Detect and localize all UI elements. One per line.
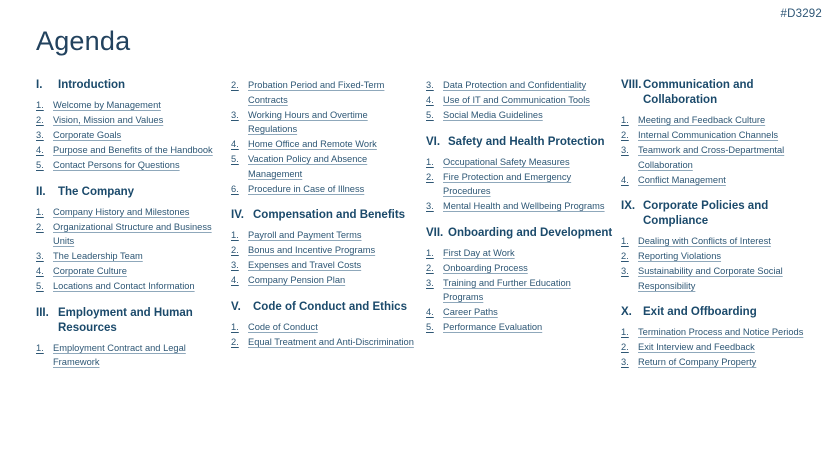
agenda-section-title: Employment and Human Resources <box>58 306 193 334</box>
agenda-section <box>426 135 613 214</box>
agenda-section-number: VII. <box>426 226 444 239</box>
agenda-item-label[interactable]: First Day at Work <box>443 247 515 258</box>
agenda-item-label[interactable]: Corporate Culture <box>53 266 127 276</box>
agenda-section <box>36 185 223 294</box>
agenda-item-number: 6. <box>231 183 239 194</box>
agenda-item-number: 5. <box>231 154 239 164</box>
agenda-item-list <box>231 228 418 288</box>
agenda-item-number: 4. <box>36 145 44 155</box>
agenda-section-heading[interactable] <box>426 226 613 241</box>
agenda-section-number: IX. <box>621 200 636 212</box>
agenda-item-list <box>426 78 613 123</box>
agenda-section-heading[interactable] <box>231 208 418 223</box>
agenda-item-label[interactable]: Onboarding Process <box>443 262 528 273</box>
agenda-item-label[interactable]: Internal Communication Channels <box>638 130 779 140</box>
agenda-item-label[interactable]: Welcome by Management <box>53 100 161 110</box>
agenda-item-label[interactable]: Procedure in Case of Illness <box>248 183 365 194</box>
agenda-item-list <box>36 205 223 294</box>
agenda-section-number: X. <box>621 306 632 318</box>
agenda-item-number: 1. <box>36 206 44 217</box>
agenda-item[interactable] <box>231 137 418 152</box>
agenda-item-label[interactable]: Corporate Goals <box>53 130 122 140</box>
agenda-item-number: 3. <box>36 130 44 140</box>
agenda-section-title: Code of Conduct and Ethics <box>253 300 407 313</box>
agenda-section-heading[interactable] <box>621 78 808 108</box>
agenda-item[interactable] <box>36 98 223 113</box>
agenda-section-number: VIII. <box>621 79 642 91</box>
agenda-item-number: 1. <box>621 236 629 246</box>
agenda-item-label[interactable]: Locations and Contact Information <box>53 281 195 291</box>
agenda-item-number: 2. <box>231 336 239 347</box>
agenda-item-number: 1. <box>426 247 434 258</box>
agenda-item-label[interactable]: Social Media Guidelines <box>443 110 543 120</box>
agenda-item[interactable] <box>426 320 613 335</box>
agenda-item-number: 2. <box>231 245 239 255</box>
agenda-item[interactable] <box>426 93 613 108</box>
agenda-item-number: 4. <box>36 266 44 276</box>
agenda-item-label[interactable]: Reporting Violations <box>638 251 722 261</box>
agenda-item-label[interactable]: Performance Evaluation <box>443 322 543 332</box>
agenda-item-label[interactable]: Exit Interview and Feedback <box>638 342 755 352</box>
agenda-item-list <box>621 113 808 187</box>
agenda-item-number: 2. <box>36 115 44 125</box>
agenda-item-number: 3. <box>36 251 44 261</box>
agenda-section-title: Corporate Policies and Compliance <box>643 200 769 227</box>
agenda-item[interactable] <box>621 128 808 143</box>
agenda-item[interactable] <box>231 243 418 258</box>
agenda-item[interactable] <box>426 261 613 276</box>
agenda-item-label[interactable]: Payroll and Payment Terms <box>248 230 362 240</box>
agenda-item-label[interactable]: Occupational Safety Measures <box>443 156 570 167</box>
agenda-item-label[interactable]: Conflict Management <box>638 174 726 185</box>
agenda-section <box>621 78 808 187</box>
agenda-item-number: 5. <box>426 110 434 120</box>
agenda-item-number: 5. <box>36 160 44 170</box>
agenda-item-number: 1. <box>426 156 434 167</box>
agenda-item-label[interactable]: Home Office and Remote Work <box>248 139 377 149</box>
agenda-section <box>621 199 808 293</box>
agenda-item[interactable] <box>621 325 808 340</box>
agenda-column <box>426 78 621 382</box>
agenda-section-heading[interactable] <box>36 306 223 336</box>
agenda-item[interactable] <box>621 264 808 293</box>
page-title: Agenda <box>36 26 131 56</box>
agenda-item-number: 4. <box>231 275 239 285</box>
agenda-item-label[interactable]: Data Protection and Confidentiality <box>443 80 587 90</box>
agenda-item-number: 4. <box>621 174 629 185</box>
agenda-item[interactable] <box>36 205 223 220</box>
agenda-item-number: 3. <box>621 266 629 276</box>
agenda-item-number: 3. <box>426 201 434 211</box>
agenda-item[interactable] <box>426 246 613 261</box>
agenda-item[interactable] <box>231 335 418 350</box>
agenda-item[interactable] <box>36 143 223 158</box>
agenda-item[interactable] <box>426 78 613 93</box>
document-code: #D3292 <box>780 8 822 20</box>
agenda-item-label[interactable]: Termination Process and Notice Periods <box>638 327 804 337</box>
agenda-item[interactable] <box>621 173 808 188</box>
agenda-section-number: III. <box>36 306 49 319</box>
agenda-item-list <box>231 320 418 350</box>
agenda-item-number: 2. <box>621 130 629 140</box>
agenda-item[interactable] <box>231 258 418 273</box>
agenda-section-continued <box>426 78 613 123</box>
agenda-section <box>36 78 223 173</box>
agenda-item-label[interactable]: Training and Further Education Programs <box>443 277 571 302</box>
agenda-section-heading[interactable] <box>426 135 613 150</box>
agenda-section <box>231 300 418 350</box>
agenda-section-number: I. <box>36 79 43 91</box>
agenda-item-label[interactable]: Return of Company Property <box>638 357 757 367</box>
agenda-item-list <box>426 155 613 214</box>
agenda-section-number: II. <box>36 185 46 198</box>
agenda-section-title: Exit and Offboarding <box>643 306 757 318</box>
agenda-item-label[interactable]: Teamwork and Cross-Departmental Collaboration <box>638 145 785 170</box>
agenda-item-number: 3. <box>426 277 434 288</box>
agenda-section-title: Communication and Collaboration <box>643 79 754 106</box>
agenda-item[interactable] <box>36 264 223 279</box>
agenda-item-label[interactable]: Organizational Structure and Business Units <box>53 221 212 246</box>
agenda-column <box>36 78 231 382</box>
agenda-item-number: 1. <box>621 327 629 337</box>
agenda-item[interactable] <box>621 143 808 172</box>
agenda-item[interactable] <box>426 170 613 199</box>
agenda-section <box>36 306 223 370</box>
agenda-item-label[interactable]: Fire Protection and Emergency Procedures <box>443 171 572 196</box>
agenda-item[interactable] <box>621 234 808 249</box>
agenda-item-number: 3. <box>231 260 239 270</box>
agenda-item[interactable] <box>426 199 613 214</box>
agenda-item[interactable] <box>426 276 613 305</box>
agenda-item[interactable] <box>36 341 223 370</box>
agenda-item-number: 1. <box>36 342 44 353</box>
agenda-item-number: 1. <box>36 100 44 110</box>
agenda-section-number: IV. <box>231 209 245 221</box>
agenda-item[interactable] <box>231 78 418 107</box>
agenda-item[interactable] <box>36 220 223 249</box>
agenda-section-title: Onboarding and Development <box>448 226 613 239</box>
agenda-item-label[interactable]: Company Pension Plan <box>248 275 346 285</box>
agenda-section-title: Safety and Health Protection <box>448 135 605 148</box>
agenda-item-number: 4. <box>231 139 239 149</box>
agenda-item-number: 2. <box>36 221 44 232</box>
agenda-item-number: 2. <box>426 262 434 273</box>
agenda-section-heading[interactable] <box>36 185 223 200</box>
agenda-section <box>426 226 613 335</box>
agenda-item-list <box>426 246 613 335</box>
agenda-item-number: 1. <box>231 230 239 240</box>
agenda-item[interactable] <box>231 273 418 288</box>
agenda-item[interactable] <box>36 128 223 143</box>
agenda-column <box>231 78 426 382</box>
agenda-section <box>621 305 808 370</box>
agenda-section-title: Compensation and Benefits <box>253 209 406 221</box>
agenda-item-list <box>36 341 223 370</box>
agenda-item-label[interactable]: Dealing with Conflicts of Interest <box>638 236 771 246</box>
agenda-item-number: 5. <box>36 281 44 291</box>
agenda-item-label[interactable]: Contact Persons for Questions <box>53 160 180 170</box>
agenda-item-list <box>621 325 808 370</box>
agenda-item-label[interactable]: Career Paths <box>443 307 498 317</box>
agenda-item-label[interactable]: Use of IT and Communication Tools <box>443 95 590 105</box>
agenda-item-number: 2. <box>621 251 629 261</box>
agenda-section-heading[interactable] <box>621 199 808 229</box>
agenda-item-number: 5. <box>426 322 434 332</box>
agenda-section-title: Introduction <box>58 79 126 91</box>
agenda-item-number: 3. <box>621 357 629 367</box>
agenda-item[interactable] <box>36 279 223 294</box>
agenda-item-label[interactable]: Vacation Policy and Absence Management <box>248 154 368 179</box>
agenda-item-number: 2. <box>231 80 239 90</box>
agenda-item-number: 3. <box>621 145 629 155</box>
agenda-section-number: VI. <box>426 135 441 148</box>
agenda-item[interactable] <box>621 340 808 355</box>
agenda-section-continued <box>231 78 418 196</box>
agenda-item-number: 3. <box>231 109 239 120</box>
agenda-item-label[interactable]: Meeting and Feedback Culture <box>638 115 766 125</box>
agenda-item[interactable] <box>426 155 613 170</box>
agenda-item[interactable] <box>231 182 418 197</box>
agenda-item[interactable] <box>621 355 808 370</box>
agenda-item[interactable] <box>621 113 808 128</box>
agenda-item[interactable] <box>36 158 223 173</box>
agenda-item-label[interactable]: Sustainability and Corporate Social Responsibility <box>638 266 783 291</box>
agenda-item[interactable] <box>36 249 223 264</box>
agenda-section-number: V. <box>231 300 241 313</box>
agenda-item-label[interactable]: Bonus and Incentive Programs <box>248 245 376 255</box>
agenda-item[interactable] <box>231 228 418 243</box>
agenda-item-number: 4. <box>426 307 434 317</box>
agenda-item[interactable] <box>426 108 613 123</box>
agenda-item[interactable] <box>231 108 418 137</box>
agenda-section <box>231 208 418 288</box>
agenda-section-title: The Company <box>58 185 135 198</box>
agenda-item-label[interactable]: Code of Conduct <box>248 321 318 332</box>
agenda-section-heading[interactable] <box>621 305 808 320</box>
agenda-item-list <box>231 78 418 196</box>
agenda-item-label[interactable]: Vision, Mission and Values <box>53 115 164 125</box>
agenda-column <box>621 78 816 382</box>
agenda-section-heading[interactable] <box>36 78 223 93</box>
agenda-item[interactable] <box>36 113 223 128</box>
agenda-item-label[interactable]: Equal Treatment and Anti-Discrimination <box>248 336 414 347</box>
agenda-section-heading[interactable] <box>231 300 418 315</box>
agenda-item-number: 4. <box>426 95 434 105</box>
agenda-item-number: 2. <box>621 342 629 352</box>
agenda-item-list <box>621 234 808 293</box>
agenda-item-number: 1. <box>231 321 239 332</box>
agenda-item-label[interactable]: Employment Contract and Legal Framework <box>53 342 186 367</box>
agenda-item-label[interactable]: Company History and Milestones <box>53 206 190 217</box>
agenda-item-list <box>36 98 223 173</box>
agenda-item-label[interactable]: The Leadership Team <box>53 251 143 261</box>
agenda-item-label[interactable]: Mental Health and Wellbeing Programs <box>443 201 605 211</box>
agenda-item-number: 1. <box>621 115 629 125</box>
agenda-columns <box>36 78 816 382</box>
agenda-item[interactable] <box>621 249 808 264</box>
agenda-item-number: 3. <box>426 80 434 90</box>
agenda-item[interactable] <box>426 305 613 320</box>
agenda-item-label[interactable]: Expenses and Travel Costs <box>248 260 362 270</box>
agenda-item-label[interactable]: Probation Period and Fixed-Term Contracts <box>248 80 385 105</box>
agenda-item[interactable] <box>231 152 418 181</box>
agenda-item-label[interactable]: Working Hours and Overtime Regulations <box>248 109 368 134</box>
agenda-item[interactable] <box>231 320 418 335</box>
agenda-item-number: 2. <box>426 171 434 182</box>
agenda-item-label[interactable]: Purpose and Benefits of the Handbook <box>53 145 213 155</box>
